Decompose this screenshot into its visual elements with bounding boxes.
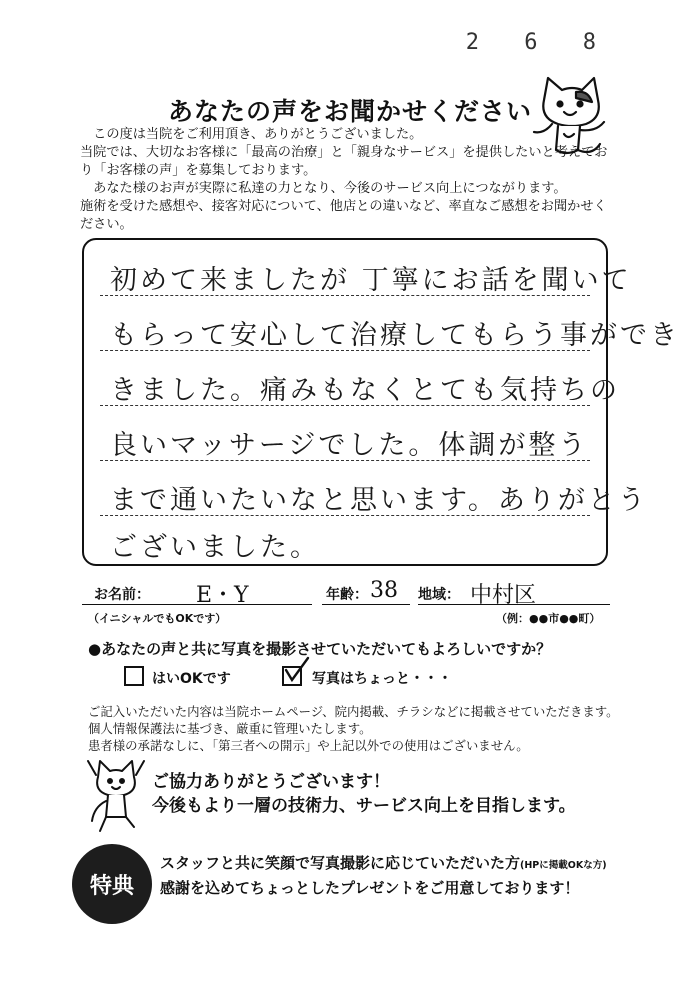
age-underline [322, 604, 410, 605]
name-label: お名前： [94, 587, 150, 603]
age-label: 年齢： [326, 587, 368, 603]
area-label: 地域： [418, 587, 460, 603]
bonus-line-1-note: (HPに掲載OKな方) [520, 860, 607, 871]
thanks-line-1: ご協力ありがとうございます！ [152, 772, 390, 792]
intro-line: あなた様のお声が実際に私達の力となり、今後のサービス向上につながります。 [80, 181, 567, 196]
bonus-line-2: 感謝を込めてちょっとしたプレゼントをご用意しております！ [160, 879, 580, 897]
photo-no-label: 写真はちょっと・・・ [312, 671, 452, 687]
page-number: 2 6 8 [465, 30, 612, 55]
bonus-line-1 [160, 852, 607, 877]
intro-line: この度は当院をご利用頂き、ありがとうございました。 [80, 127, 423, 142]
photo-yes-checkbox[interactable] [124, 666, 144, 686]
notice-line: ご記入いただいた内容は当院ホームページ、院内掲載、チラシなどに掲載させていただきます。 [88, 704, 619, 719]
intro-text [80, 126, 640, 234]
comment-line: 良いマッサージでした。体調が整う [110, 430, 589, 461]
intro-line: ださい。 [80, 217, 133, 232]
thanks-message [152, 770, 576, 818]
name-value[interactable]: E・Y [196, 583, 249, 608]
photo-question: ●あなたの声と共に写真を撮影させていただいてもよろしいですか？ [88, 640, 552, 658]
name-note: （イニシャルでもOKです） [88, 612, 227, 625]
photo-yes-label: はいOKです [152, 671, 231, 687]
comment-line: 初めて来ましたが 丁寧にお話を聞いて [110, 265, 632, 296]
notice-line: 個人情報保護法に基づき、厳重に管理いたします。 [88, 721, 372, 736]
comment-box[interactable] [82, 238, 680, 566]
intro-line: り「お客様の声」を募集しております。 [80, 163, 317, 178]
comment-line: ございました。 [110, 532, 320, 563]
privacy-notice [88, 703, 628, 754]
thanks-line-2: 今後もより一層の技術力、サービス向上を目指します。 [152, 796, 576, 816]
page-title: あなたの声をお聞かせください [168, 97, 533, 126]
checkmark-icon [282, 656, 312, 686]
area-value[interactable]: 中村区 [470, 583, 537, 608]
comment-line: きました。痛みもなくとても気持ちの [110, 375, 620, 406]
comment-line: まで通いたいなと思います。ありがとう [110, 485, 648, 516]
area-note: （例：●●市●●町） [496, 612, 601, 625]
intro-line: 当院では、大切なお客様に「最高の治療」と「親身なサービス」を提供したいと考えてお [80, 145, 608, 160]
notice-line: 患者様の承諾なしに、「第三者への開示」や上記以外での使用はございません。 [88, 738, 529, 753]
age-value[interactable]: 38 [370, 578, 398, 603]
photo-no-checkbox[interactable] [282, 666, 302, 686]
intro-line: 施術を受けた感想や、接客対応について、他店との違いなど、率直なご感想をお聞かせく [80, 199, 607, 214]
bonus-badge: 特典 [72, 844, 152, 924]
bonus-text [160, 852, 607, 899]
comment-line: もらって安心して治療してもらう事ができ [110, 320, 680, 351]
cat-cheering-icon [84, 755, 148, 835]
bonus-line-1-text: スタッフと共に笑顔で写真撮影に応じていただいた方 [160, 854, 521, 872]
